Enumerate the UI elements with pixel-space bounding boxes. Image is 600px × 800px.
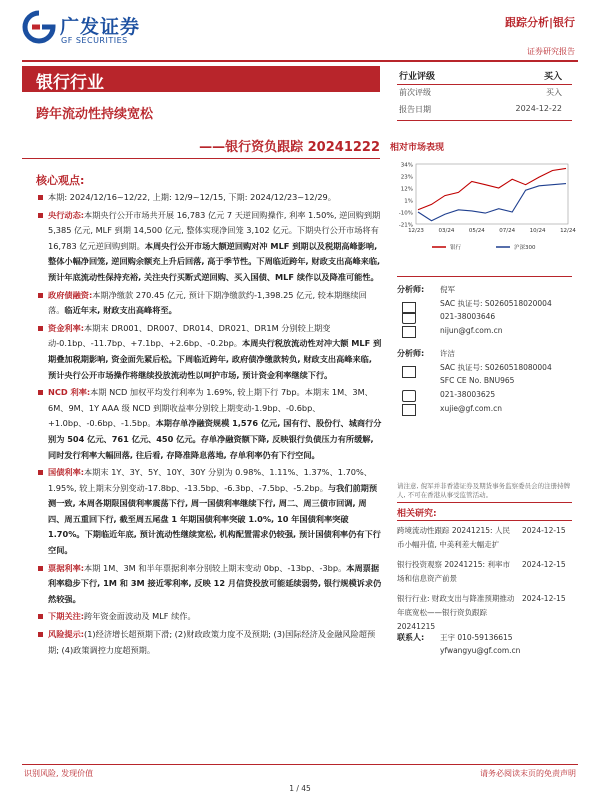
- bullet-text: 本期净缴款 270.45 亿元, 预计下期净缴款约-1,398.25 亿元, 较本期继续回落。: [48, 289, 367, 316]
- contact-name: 王宇 010-59136615: [440, 633, 513, 642]
- chart-y-tick-label: 12%: [400, 186, 413, 193]
- bullet-text: 本期 1M、3M 和半年票据利率分别较上期末变动 0bp、-13bp、-3bp。: [84, 562, 347, 573]
- related-research-date: 2024-12-15: [522, 594, 566, 603]
- rating-value: 买入: [543, 72, 562, 82]
- bullet-heading: 央行动态:: [48, 209, 85, 220]
- related-research-item[interactable]: 银行投资观察 20241215: 利率市场和信息资产前景: [397, 560, 510, 583]
- core-bullet: [38, 321, 382, 383]
- prev-rating-label: 前次评级: [399, 88, 431, 97]
- core-views-label: 核心观点:: [36, 174, 85, 187]
- report-type: 跟踪分析|银行: [504, 16, 575, 29]
- chart-y-tick-label: -21%: [398, 222, 413, 229]
- page-number: 1 / 45: [289, 784, 311, 793]
- report-date-label: 报告日期: [399, 105, 431, 114]
- chart-x-tick-label: 12/23: [408, 228, 424, 234]
- email-icon: [402, 404, 416, 416]
- related-research-date: 2024-12-15: [522, 560, 566, 569]
- footer-slogan: 识别风险, 发现价值: [24, 769, 94, 778]
- chart-title: 相对市场表现: [390, 143, 445, 153]
- gf-logo-icon: [22, 10, 56, 44]
- chart-y-tick-label: -10%: [398, 210, 413, 217]
- bullet-text: (1)经济增长超预期下滑; (2)财政政策力度不及预期; (3)国际经济及金融风险超预期; (4)政策调控力度超预期。: [48, 629, 376, 655]
- core-bullet: [38, 627, 382, 658]
- phone-icon: [402, 312, 416, 324]
- core-bullet: [38, 465, 382, 559]
- bullet-emphasis: 本周央行税放流动性对冲大额 MLF 到期叠加税期影响, 资金面先紧后松。下周临近跨年, 政府债净缴款转负, 财政支出高峰来临, 预计央行公开市场操作将继续投放流动性以呵护市场, 预计资金利率继续下行。: [48, 338, 382, 380]
- bullet-emphasis: 本周央行公开市场大额逆回购对冲 MLF 到期以及税期高峰影响, 整体小幅净回笼, 逆回购余额充上升后回落, 高于季节性。下周临近跨年, 财政支出高峰来临, 预计年底流动性保持充裕, 关注央行买断式逆回购、买入国债、MLF 续作以及降准可能性。: [48, 240, 381, 282]
- related-research-item[interactable]: 银行行业: 财政支出与降准预期推动年底宽松——银行资负跟踪 20241215: [397, 594, 515, 631]
- core-bullet: [38, 561, 382, 608]
- chart-legend-label: 银行: [450, 245, 462, 251]
- relative-performance-chart: [392, 158, 576, 258]
- related-top-rule: [397, 502, 572, 503]
- bullet-text: 本期末 1Y、3Y、5Y、10Y、30Y 分别为 0.98%、1.11%、1.37%、1.70%、1.95%, 较上期末分别变动-17.8bp、-13.5bp、-6.3bp、-7.5bp、-5.2bp。: [48, 467, 372, 493]
- phone-icon: [402, 390, 416, 402]
- rating-divider: [397, 120, 572, 121]
- core-bullet: [38, 208, 382, 286]
- bullet-heading: 国债利率:: [48, 467, 85, 478]
- related-research-item[interactable]: 跨境流动性跟踪 20241215: 人民币小幅升值, 中美利差大幅走扩: [397, 526, 510, 549]
- id-card-icon: [402, 366, 416, 378]
- chart-series-line: [418, 168, 566, 209]
- bullet-text: 本期末 DR001、DR007、DR014、DR021、DR1M 分别较上期变动-0.1bp、-11.7bp、+7.1bp、+2.6bp、-0.2bp。: [48, 322, 331, 349]
- report-main-title: 跨年流动性持续宽松: [36, 107, 154, 122]
- related-bottom-rule: [397, 520, 572, 521]
- chart-x-tick-label: 03/24: [438, 228, 455, 234]
- chart-x-tick-label: 12/24: [560, 228, 576, 234]
- logo-english: GF SECURITIES: [61, 36, 128, 45]
- rating-header: [397, 66, 572, 85]
- report-subtitle: ——银行资负跟踪 20241222: [199, 140, 380, 155]
- bullet-text: 本期央行公开市场共开展 16,783 亿元 7 天逆回购操作, 利率 1.50%, 逆回购到期 5,385 亿元, MLF 到期 14,500 亿元, 整体实现净回笼 3,102 亿元。下期央行公开市场将有 16,783 亿元逆回购到期。: [48, 209, 381, 251]
- core-bullet: [38, 190, 382, 206]
- analyst-top-rule: [397, 276, 572, 277]
- title-divider: [22, 158, 380, 159]
- report-subtype: 证券研究报告: [527, 47, 575, 56]
- analyst-name: 许洁: [440, 349, 455, 358]
- analyst-label: 分析师:: [397, 349, 425, 358]
- chart-series-line: [418, 184, 566, 221]
- bullet-emphasis: 临近年末, 财政支出高峰将至。: [64, 305, 177, 316]
- analyst-phone: 021-38003625: [440, 390, 496, 399]
- bullet-emphasis: 本期存单净融资规模 1,576 亿元, 国有行、股份行、城商行分别为 504 亿元、761 亿元、450 亿元。存单净融资额下降, 反映银行负债压力有所缓解, 同时发行利率大幅回落, 往后看, 存降准降息落地, 存单利率仍有下行空间。: [48, 418, 382, 460]
- analyst-label: 分析师:: [397, 285, 425, 294]
- analyst-sac: SAC 执证号: S0260518020004: [440, 299, 552, 308]
- analyst-sfc: SFC CE No. BNU965: [440, 376, 515, 385]
- disclaimer-note: 请注意, 倪军并非香港证券及期货事务监察委员会的注册持牌人, 不可在香港从事受监管活动。: [397, 482, 571, 499]
- bullet-emphasis: 本周票据利率稳步下行, 1M 和 3M 接近零利率, 反映 12 月信贷投放可能延续弱势, 银行规模诉求仍然较强。: [48, 562, 382, 604]
- chart-plot-frame: [416, 164, 568, 224]
- core-bullet: [38, 385, 382, 463]
- chart-x-tick-label: 07/24: [499, 228, 516, 234]
- core-bullet: [38, 609, 382, 625]
- chart-y-tick-label: 34%: [400, 162, 413, 169]
- email-icon: [402, 326, 416, 338]
- analyst-email[interactable]: xujie@gf.com.cn: [440, 404, 502, 413]
- report-date-value: 2024-12-22: [515, 104, 562, 113]
- analyst-sac: SAC 执证号: S0260518080004: [440, 363, 552, 372]
- chart-y-tick-label: 1%: [404, 198, 413, 205]
- footer-disclaimer-note: 请务必阅读末页的免责声明: [480, 769, 576, 778]
- bullet-text: 本期 NCD 加权平均发行利率为 1.69%, 较上期下行 7bp。本期末 1M、3M、6M、9M、1Y AAA 级 NCD 到期收益率分别较上期变动-1.9bp、-0.6bp、+1.0bp、-0.6bp、-1.5bp。: [48, 387, 373, 429]
- bullet-text: 本期: 2024/12/16~12/22, 上期: 12/9~12/15, 下期: 2024/12/23~12/29。: [48, 192, 336, 202]
- bullet-heading: 风险提示:: [48, 629, 85, 640]
- bullet-heading: 政府债融资:: [48, 289, 93, 300]
- sector-title: 银行行业: [36, 73, 104, 93]
- bullet-heading: NCD 利率:: [48, 387, 91, 398]
- analyst-phone: 021-38003646: [440, 312, 496, 321]
- chart-x-tick-label: 05/24: [468, 228, 485, 234]
- logo-text: 广发证券: [60, 16, 141, 38]
- contact-email[interactable]: yfwangyu@gf.com.cn: [440, 646, 521, 655]
- contact-label: 联系人:: [397, 633, 425, 642]
- footer-divider: [22, 764, 578, 765]
- core-bullet: [38, 288, 382, 319]
- chart-y-tick-label: 23%: [400, 174, 413, 181]
- analyst-email[interactable]: nijun@gf.com.cn: [440, 326, 503, 335]
- bullet-heading: 票据利率:: [48, 562, 85, 573]
- related-research-date: 2024-12-15: [522, 526, 566, 535]
- rating-label: 行业评级: [399, 72, 436, 82]
- bullet-heading: 下期关注:: [48, 611, 85, 622]
- core-views: [38, 190, 382, 660]
- bullet-emphasis: 与我们前期预测一致, 本周各期限国债利率震荡下行, 周一国债利率继续下行, 周二、周三债市回调, 周四、周五重回下行, 截至周五尾盘 1 年期国债利率突破 1.0%, 10 年国债利率突破 1.70%。下期临近年底, 预计流动性继续宽松, 机构配置需求仍较强, 预计国债利率仍有下行空间。: [48, 482, 381, 556]
- analyst-name: 倪军: [440, 285, 455, 294]
- header-divider: [22, 60, 578, 62]
- bullet-heading: 资金利率:: [48, 322, 85, 333]
- prev-rating-value: 买入: [546, 88, 562, 97]
- chart-legend-label: 沪深300: [514, 245, 536, 251]
- chart-x-tick-label: 10/24: [529, 228, 546, 234]
- related-research-title: 相关研究:: [397, 509, 437, 519]
- bullet-text: 跨年资金面波动及 MLF 续作。: [84, 611, 196, 622]
